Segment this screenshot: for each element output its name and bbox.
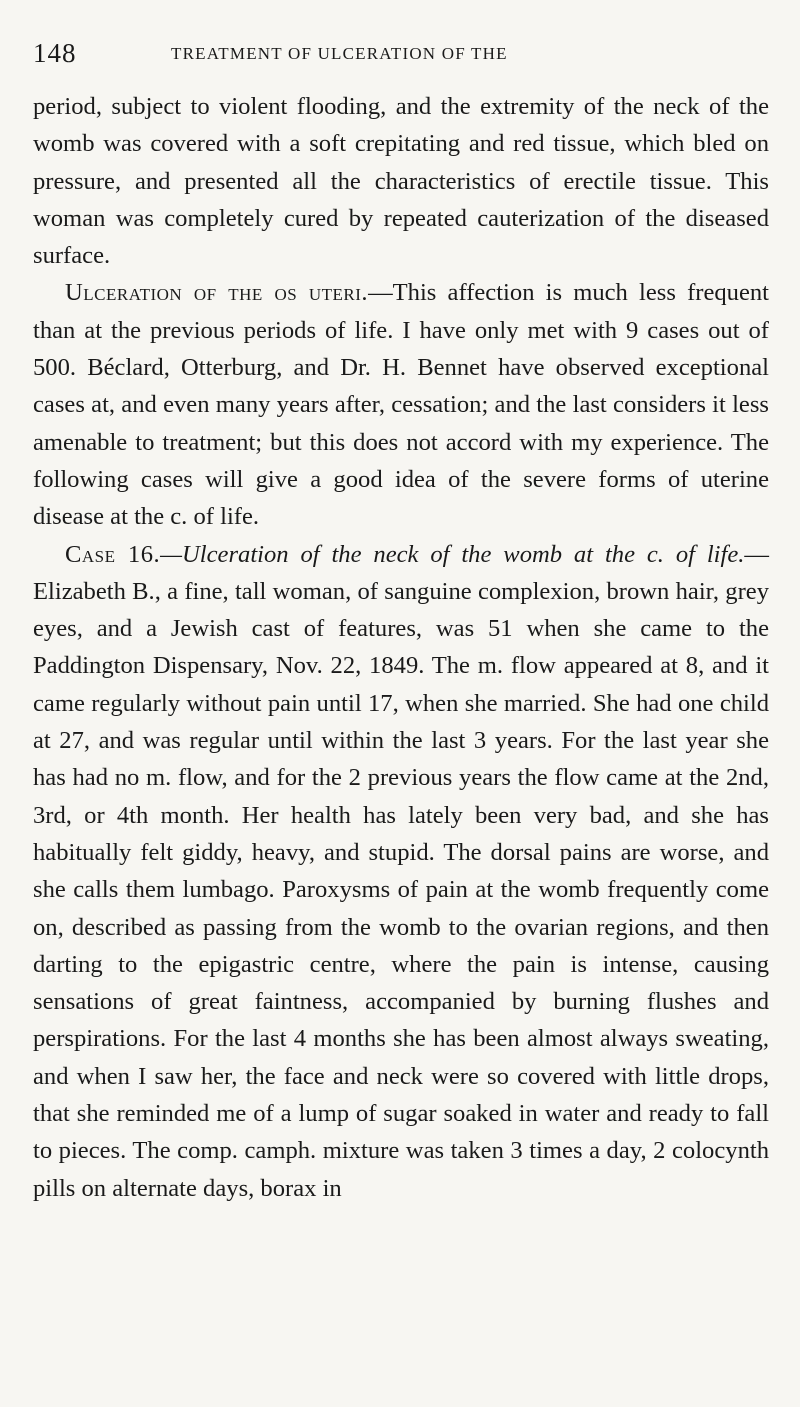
case-title: —Ulceration of the neck of the womb at the c. of life. bbox=[160, 540, 745, 568]
paragraph-ulceration-os-uteri bbox=[33, 274, 769, 535]
paragraph-text: —This affection is much less frequent than at the previous periods of life. I have only met with 9 cases out of 500. Béclard, Otterburg, and Dr. H. Bennet have observed exceptional cases at, and even many years after, cessation; and the last considers it less amenable to treatment; but this does not accord with my experience. The following cases will give a good idea of the severe forms of uterine disease at the c. of life. bbox=[33, 279, 770, 531]
paragraph-continued bbox=[33, 88, 769, 274]
paragraph-text: period, subject to violent flooding, and the extremity of the neck of the womb was covered with a soft crepitating and red tissue, which bled on pressure, and presented all the characteristics of erectile tissue. This woman was completely cured by repeated cauterization of the diseased surface. bbox=[33, 93, 769, 270]
running-head: TREATMENT OF ULCERATION OF THE bbox=[171, 44, 508, 63]
paragraph-text: —Elizabeth B., a fine, tall woman, of sanguine complexion, brown hair, grey eyes, and a Jewish cast of features, was 51 when she came to the Paddington Dispensary, Nov. 22, 1849. The m. flow appeared at 8, and it came regularly without pain until 17, when she married. She had one child at 27, and was regular until within the last 3 years. For the last year she has had no m. flow, and for the 2 previous years the flow came at the 2nd, 3rd, or 4th month. Her health has lately been very bad, and she has habitually felt giddy, heavy, and stupid. The dorsal pains are worse, and she calls them lumbago. Paroxysms of pain at the womb frequently come on, described as passing from the womb to the ovarian regions, and then darting to the epigastric centre, where the pain is intense, causing sensations of great faintness, accompanied by burning flushes and perspirations. For the last 4 months she has been almost always sweating, and when I saw her, the face and neck were so covered with little drops, that she reminded me of a lump of sugar soaked in water and ready to fall to pieces. The comp. camph. mixture was taken 3 times a day, 2 colocynth pills on alternate days, borax in bbox=[33, 540, 769, 1202]
case-label: Case 16. bbox=[65, 540, 161, 568]
page-header bbox=[33, 38, 773, 68]
body-text bbox=[33, 88, 769, 1207]
paragraph-case-16 bbox=[33, 536, 769, 1207]
section-heading: Ulceration of the os uteri. bbox=[65, 279, 369, 307]
page-number: 148 bbox=[33, 38, 77, 68]
